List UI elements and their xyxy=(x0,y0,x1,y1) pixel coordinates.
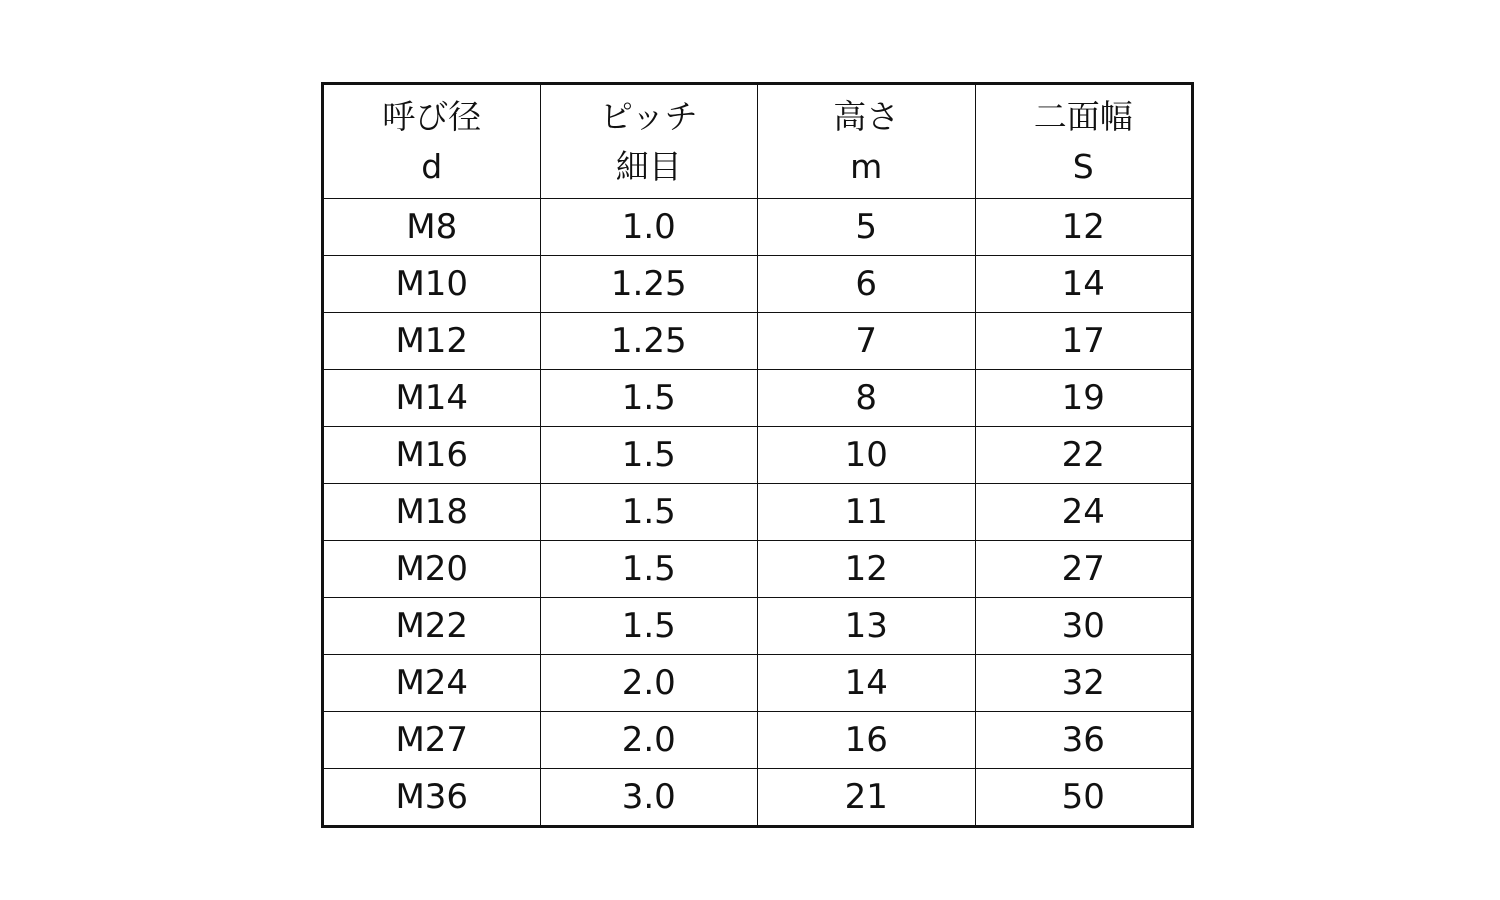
pitch-cell: 2.0 xyxy=(540,712,758,769)
table-row xyxy=(323,769,1193,827)
nominal-diameter-cell: M14 xyxy=(323,370,541,427)
nominal-diameter-cell: M24 xyxy=(323,655,541,712)
width-across-flats-cell: 12 xyxy=(975,199,1193,256)
width-across-flats-cell: 27 xyxy=(975,541,1193,598)
height-cell: 10 xyxy=(758,427,976,484)
table-row xyxy=(323,712,1193,769)
table-header xyxy=(323,84,1193,199)
height-cell: 5 xyxy=(758,199,976,256)
pitch-cell: 1.25 xyxy=(540,313,758,370)
width-across-flats-cell: 19 xyxy=(975,370,1193,427)
header-nominal-diameter xyxy=(323,84,541,199)
pitch-cell: 2.0 xyxy=(540,655,758,712)
header-pitch xyxy=(540,84,758,199)
table-row xyxy=(323,655,1193,712)
width-across-flats-cell: 36 xyxy=(975,712,1193,769)
width-across-flats-cell: 22 xyxy=(975,427,1193,484)
nominal-diameter-cell: M12 xyxy=(323,313,541,370)
table-row xyxy=(323,541,1193,598)
height-cell: 12 xyxy=(758,541,976,598)
nominal-diameter-cell: M22 xyxy=(323,598,541,655)
nominal-diameter-cell: M8 xyxy=(323,199,541,256)
nut-dimension-table xyxy=(321,82,1194,828)
pitch-cell: 3.0 xyxy=(540,769,758,827)
height-cell: 8 xyxy=(758,370,976,427)
header-symbol: S xyxy=(1072,146,1094,186)
header-label: 高さ xyxy=(833,96,900,136)
width-across-flats-cell: 24 xyxy=(975,484,1193,541)
width-across-flats-cell: 32 xyxy=(975,655,1193,712)
header-symbol: 細目 xyxy=(615,146,682,186)
table-row xyxy=(323,313,1193,370)
height-cell: 11 xyxy=(758,484,976,541)
width-across-flats-cell: 30 xyxy=(975,598,1193,655)
header-width-across-flats xyxy=(975,84,1193,199)
header-label: ピッチ xyxy=(599,96,698,136)
nominal-diameter-cell: M27 xyxy=(323,712,541,769)
width-across-flats-cell: 17 xyxy=(975,313,1193,370)
header-label: 呼び径 xyxy=(382,96,482,136)
table-row xyxy=(323,598,1193,655)
header-symbol: d xyxy=(421,146,443,186)
table-body xyxy=(323,199,1193,827)
header-row xyxy=(323,84,1193,199)
nominal-diameter-cell: M10 xyxy=(323,256,541,313)
height-cell: 7 xyxy=(758,313,976,370)
pitch-cell: 1.0 xyxy=(540,199,758,256)
height-cell: 21 xyxy=(758,769,976,827)
pitch-cell: 1.5 xyxy=(540,370,758,427)
pitch-cell: 1.5 xyxy=(540,598,758,655)
width-across-flats-cell: 14 xyxy=(975,256,1193,313)
nominal-diameter-cell: M18 xyxy=(323,484,541,541)
table-row xyxy=(323,256,1193,313)
header-symbol: m xyxy=(850,146,883,186)
width-across-flats-cell: 50 xyxy=(975,769,1193,827)
height-cell: 13 xyxy=(758,598,976,655)
pitch-cell: 1.5 xyxy=(540,427,758,484)
table-row xyxy=(323,484,1193,541)
height-cell: 16 xyxy=(758,712,976,769)
height-cell: 14 xyxy=(758,655,976,712)
header-label: 二面幅 xyxy=(1033,96,1133,136)
header-height xyxy=(758,84,976,199)
pitch-cell: 1.25 xyxy=(540,256,758,313)
pitch-cell: 1.5 xyxy=(540,484,758,541)
nominal-diameter-cell: M16 xyxy=(323,427,541,484)
nominal-diameter-cell: M36 xyxy=(323,769,541,827)
table-row xyxy=(323,199,1193,256)
table-row xyxy=(323,370,1193,427)
height-cell: 6 xyxy=(758,256,976,313)
pitch-cell: 1.5 xyxy=(540,541,758,598)
table-row xyxy=(323,427,1193,484)
nominal-diameter-cell: M20 xyxy=(323,541,541,598)
